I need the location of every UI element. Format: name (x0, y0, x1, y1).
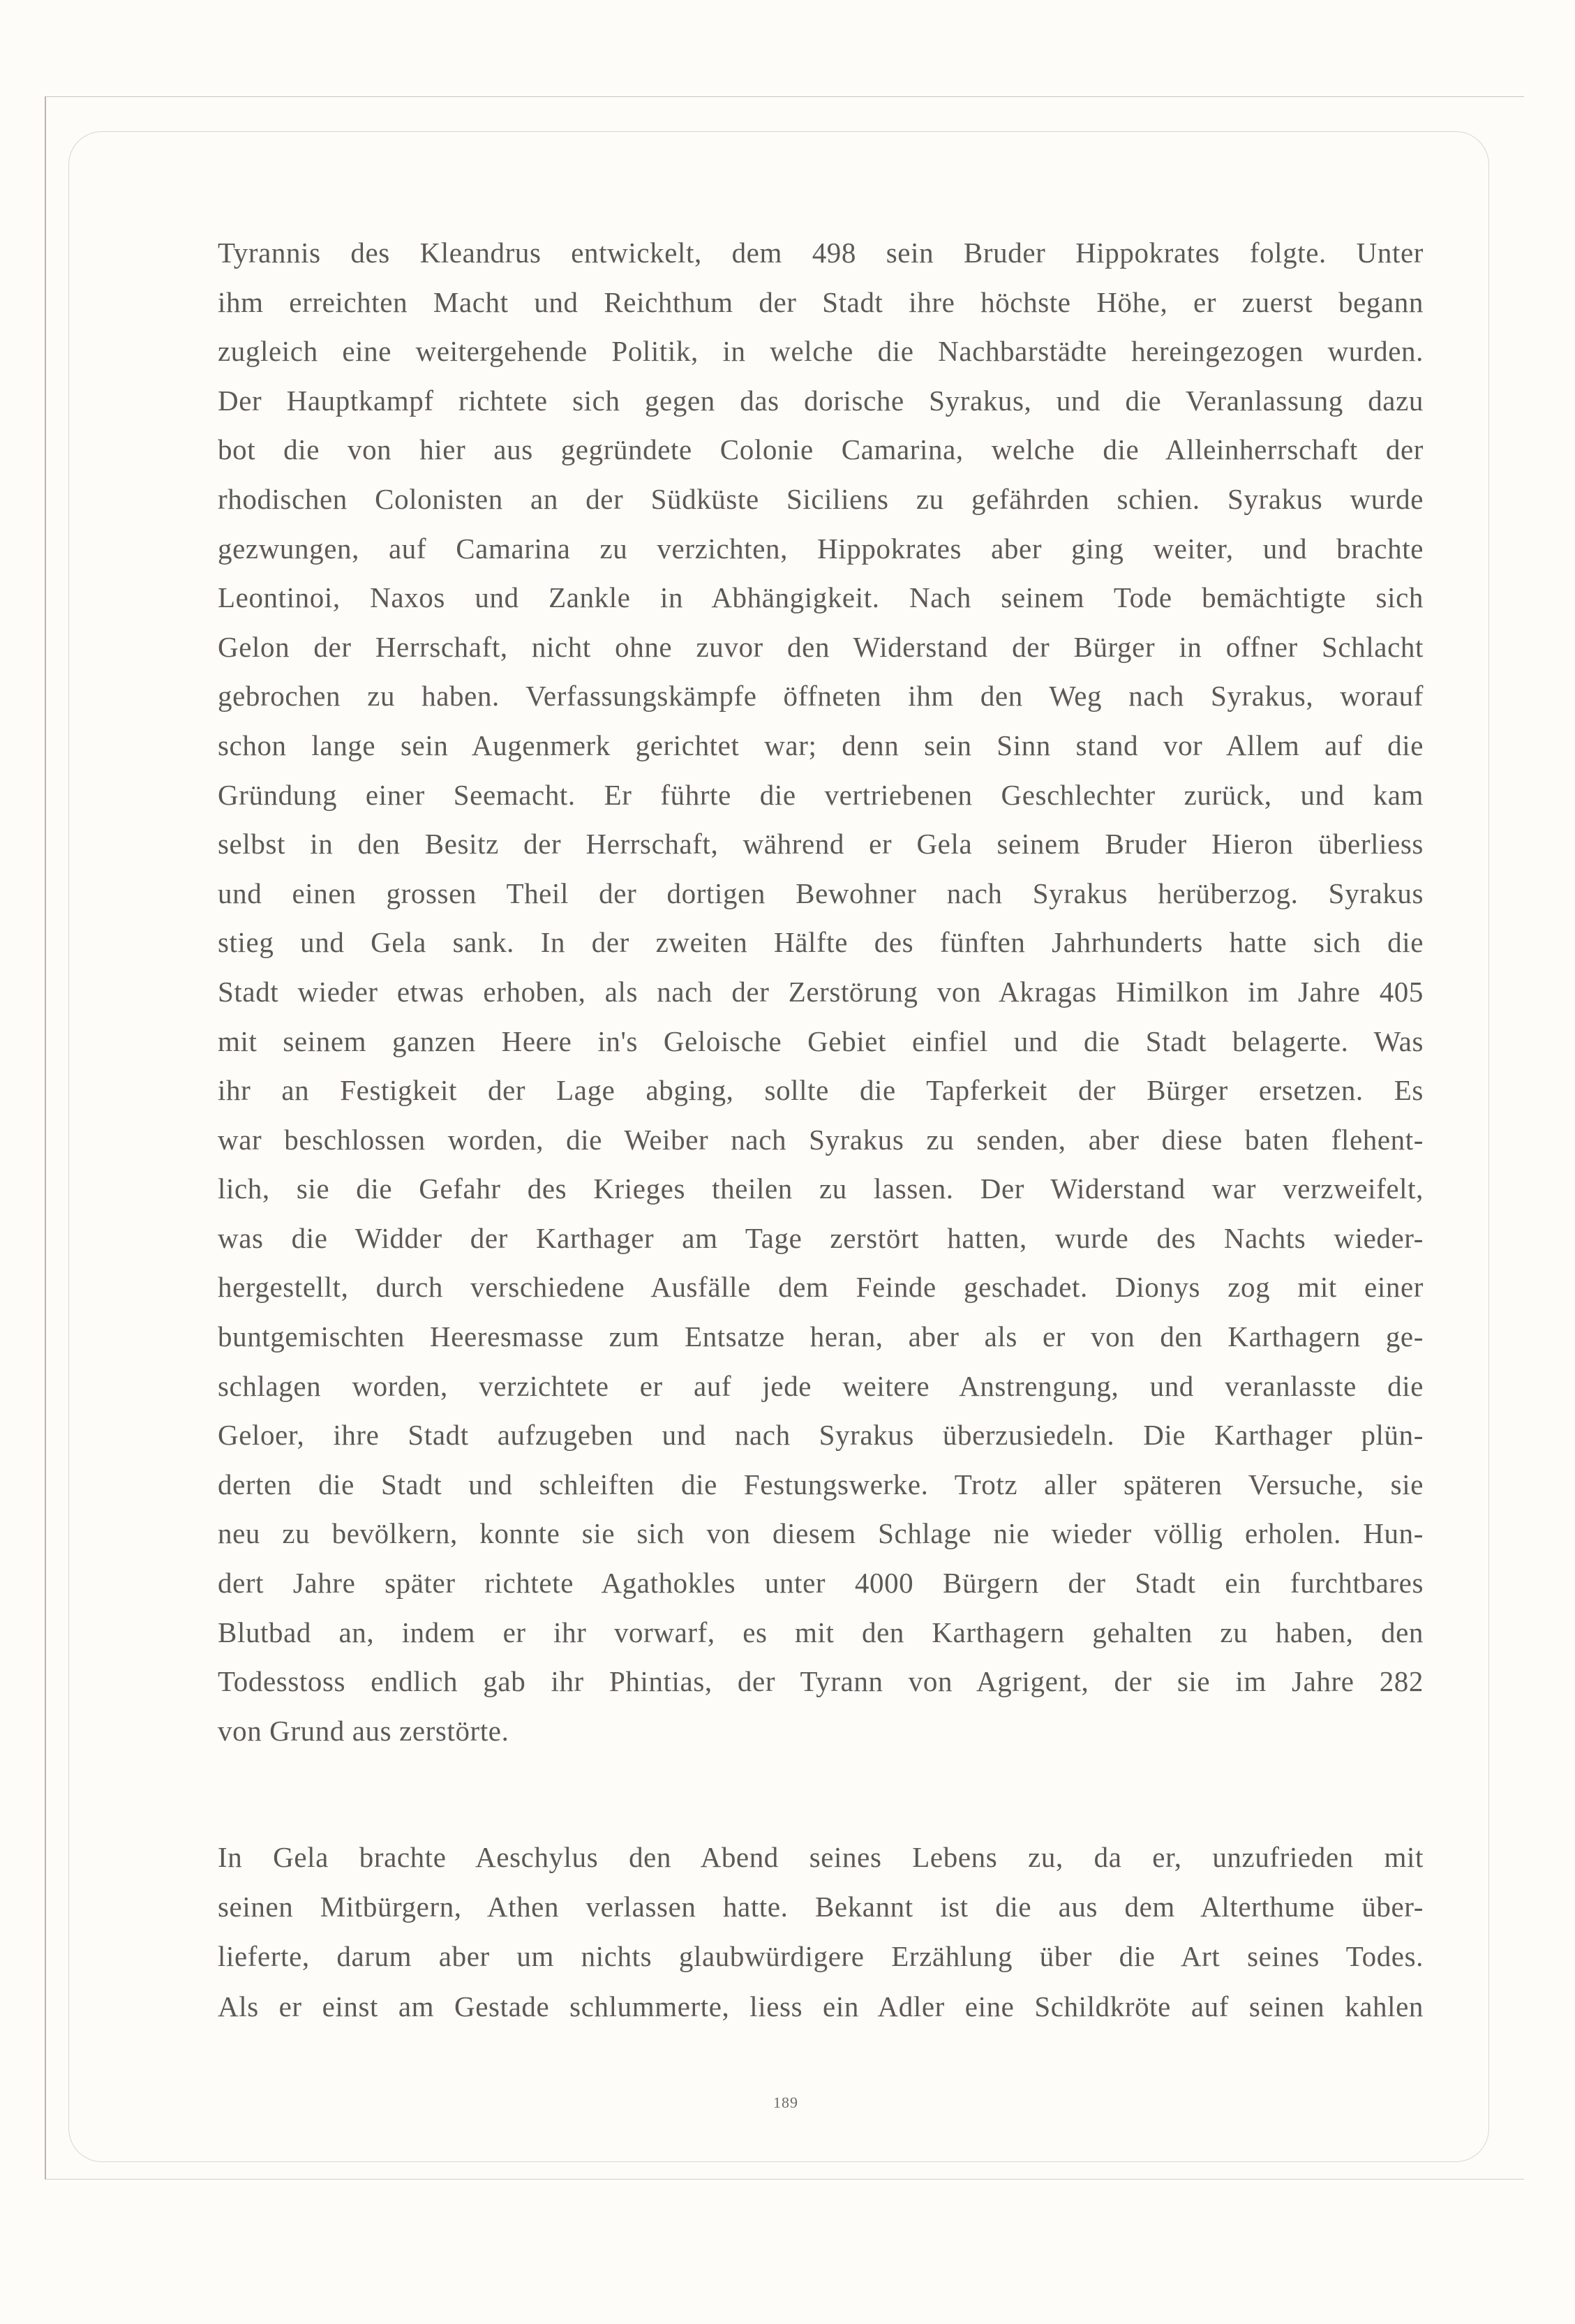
text-line: war beschlossen worden, die Weiber nach Syrakus zu senden, aber diese baten flehent- (218, 1123, 1424, 1156)
text-line: bot die von hier aus gegründete Colonie Camarina, welche die Alleinherrschaft der (218, 433, 1424, 466)
text-line: schon lange sein Augenmerk gerichtet war; denn sein Sinn stand vor Allem auf die (218, 729, 1424, 761)
text-line: und einen grossen Theil der dortigen Bewohner nach Syrakus herüberzog. Syrakus (218, 877, 1424, 909)
text-line: Gelon der Herrschaft, nicht ohne zuvor den Widerstand der Bürger in offner Schlacht (218, 630, 1424, 663)
text-line: Stadt wieder etwas erhoben, als nach der Zerstörung von Akragas Himilkon im Jahre 405 (218, 975, 1424, 1008)
page-number: 189 (773, 2094, 798, 2111)
text-line: zugleich eine weitergehende Politik, in welche die Nachbarstädte hereingezogen wurden. (218, 335, 1424, 368)
paragraph-aeschylus (218, 1833, 1424, 2032)
text-line: ihr an Festigkeit der Lage abging, sollte die Tapferkeit der Bürger ersetzen. Es (218, 1074, 1424, 1107)
text-line: Geloer, ihre Stadt aufzugeben und nach Syrakus überzusiedeln. Die Karthager plün- (218, 1419, 1424, 1452)
paragraph-gela-history (218, 228, 1424, 1755)
text-line: schlagen worden, verzichtete er auf jede weitere Anstrengung, und veranlasste die (218, 1369, 1424, 1402)
text-line: Leontinoi, Naxos und Zankle in Abhängigkeit. Nach seinem Tode bemächtigte sich (218, 581, 1424, 614)
text-line: mit seinem ganzen Heere in's Geloische Gebiet einfiel und die Stadt belagerte. Was (218, 1025, 1424, 1057)
text-line: Der Hauptkampf richtete sich gegen das dorische Syrakus, und die Veranlassung dazu (218, 384, 1424, 417)
text-line: dert Jahre später richtete Agathokles unter 4000 Bürgern der Stadt ein furchtbares (218, 1567, 1424, 1600)
text-line: Todesstoss endlich gab ihr Phintias, der Tyrann von Agrigent, der sie im Jahre 282 (218, 1665, 1424, 1698)
text-line: Gründung einer Seemacht. Er führte die vertriebenen Geschlechter zurück, und kam (218, 778, 1424, 811)
text-line: seinen Mitbürgern, Athen verlassen hatte. Bekannt ist die aus dem Alterthume über- (218, 1891, 1424, 1923)
text-line: gezwungen, auf Camarina zu verzichten, Hippokrates aber ging weiter, und brachte (218, 532, 1424, 565)
text-line: rhodischen Colonisten an der Südküste Siciliens zu gefährden schien. Syrakus wurde (218, 482, 1424, 515)
text-line: neu zu bevölkern, konnte sie sich von diesem Schlage nie wieder völlig erholen. Hun- (218, 1517, 1424, 1550)
text-line: derten die Stadt und schleiften die Festungswerke. Trotz aller späteren Versuche, sie (218, 1468, 1424, 1500)
text-line: Als er einst am Gestade schlummerte, liess ein Adler eine Schildkröte auf seinen kahlen (218, 1990, 1424, 2023)
text-line: gebrochen zu haben. Verfassungskämpfe öffneten ihm den Weg nach Syrakus, worauf (218, 680, 1424, 713)
text-line: ihm erreichten Macht und Reichthum der Stadt ihre höchste Höhe, er zuerst begann (218, 285, 1424, 318)
text-line: buntgemischten Heeresmasse zum Entsatze heran, aber als er von den Karthagern ge- (218, 1320, 1424, 1353)
text-line: selbst in den Besitz der Herrschaft, während er Gela seinem Bruder Hieron überliess (218, 828, 1424, 861)
text-line: lich, sie die Gefahr des Krieges theilen zu lassen. Der Widerstand war verzweifelt, (218, 1172, 1424, 1205)
text-line: von Grund aus zerstörte. (218, 1714, 509, 1747)
text-line: In Gela brachte Aeschylus den Abend seines Lebens zu, da er, unzufrieden mit (218, 1841, 1424, 1873)
text-line: Tyrannis des Kleandrus entwickelt, dem 498 sein Bruder Hippokrates folgte. Unter (218, 237, 1424, 269)
text-line: hergestellt, durch verschiedene Ausfälle dem Feinde geschadet. Dionys zog mit einer (218, 1271, 1424, 1304)
text-line: was die Widder der Karthager am Tage zerstört hatten, wurde des Nachts wieder- (218, 1221, 1424, 1254)
text-line: lieferte, darum aber um nichts glaubwürdigere Erzählung über die Art seines Todes. (218, 1940, 1424, 1973)
text-line: stieg und Gela sank. In der zweiten Hälfte des fünften Jahrhunderts hatte sich die (218, 926, 1424, 959)
text-line: Blutbad an, indem er ihr vorwarf, es mit den Karthagern gehalten zu haben, den (218, 1616, 1424, 1648)
